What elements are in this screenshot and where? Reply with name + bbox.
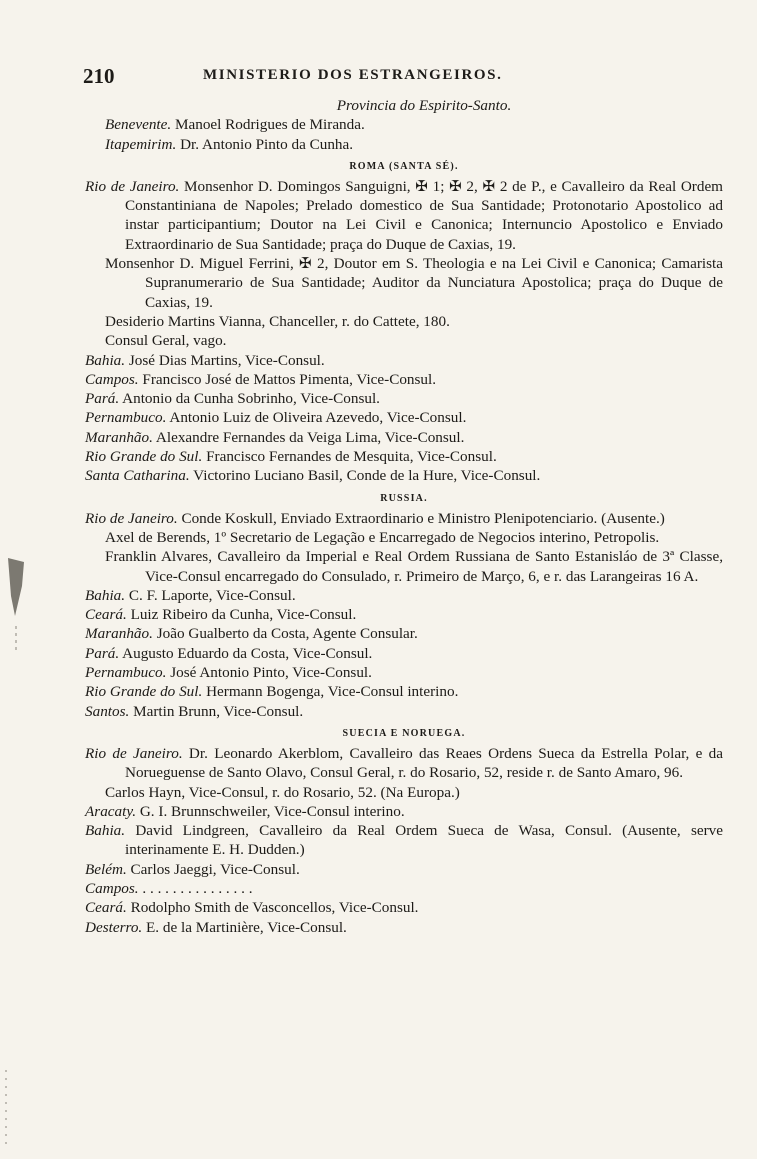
entry-text: Monsenhor D. Domingos Sanguigni, ✠ 1; ✠ 2, ✠ 2 de P., e Cavalleiro da Real Ordem Constantiniana de Napoles; Prelado domestico de Sua Santidade; Protonotario Apostolico ad instar participantium; Doutor na Lei Civil e Canonica; Internuncio Apostolico e Enviado Extraordinario de Sua Santidade; praça do Duque de Caxias, 19. — [125, 177, 723, 253]
place-name: Aracaty. — [85, 802, 137, 820]
entry-text: Manoel Rodrigues de Miranda. — [174, 116, 365, 134]
entry-text: Victorino Luciano Basil, Conde de la Hure, Vice-Consul. — [193, 467, 541, 485]
list-item — [85, 135, 723, 154]
list-item — [85, 605, 723, 624]
place-name: Maranhão. — [85, 428, 153, 446]
section-heading-russia: RUSSIA. — [380, 492, 428, 504]
list-item — [85, 879, 723, 898]
list-item — [85, 682, 723, 701]
place-name: Ceará. — [85, 606, 127, 624]
place-name: Bahia. — [85, 822, 126, 840]
list-item — [85, 177, 723, 254]
entry-text: Augusto Eduardo da Costa, Vice-Consul. — [122, 644, 373, 662]
list-item — [85, 918, 723, 937]
place-name: Bahia. — [85, 586, 126, 604]
place-name: Rio de Janeiro. — [85, 177, 180, 195]
entry-text: Martin Brunn, Vice-Consul. — [133, 702, 304, 720]
list-item — [85, 624, 723, 643]
list-item — [85, 744, 723, 783]
place-name: Pará. — [85, 390, 120, 408]
list-item — [85, 408, 723, 427]
entry-text: E. de la Martinière, Vice-Consul. — [146, 918, 347, 936]
list-item — [85, 860, 723, 879]
list-item — [85, 783, 723, 802]
page-number: 210 — [83, 64, 115, 88]
list-item — [85, 466, 723, 485]
running-title: MINISTERIO DOS ESTRANGEIROS. — [203, 67, 503, 83]
section-heading-suecia: SUECIA E NORUEGA. — [342, 727, 466, 739]
entry-text: Luiz Ribeiro da Cunha, Vice-Consul. — [130, 606, 357, 624]
place-name: Maranhão. — [85, 625, 153, 643]
entry-text: Desiderio Martins Vianna, Chanceller, r. do Cattete, 180. — [105, 312, 450, 330]
place-name: Desterro. — [85, 918, 143, 936]
place-name: Rio Grande do Sul. — [85, 683, 203, 701]
entry-text: Francisco Fernandes de Mesquita, Vice-Consul. — [206, 448, 497, 466]
entry-text: Dr. Leonardo Akerblom, Cavalleiro das Reaes Ordens Sueca da Estrella Polar, e da Norueguense de Santo Olavo, Consul Geral, r. do Rosario, 52, reside r. de Santo Amaro, 96. — [125, 744, 723, 782]
list-item — [85, 547, 723, 586]
list-item — [85, 370, 723, 389]
margin-dots — [2, 1070, 10, 1150]
list-item — [85, 312, 723, 331]
section-heading-roma: ROMA (SANTA SÉ). — [349, 160, 459, 172]
entry-text: Monsenhor D. Miguel Ferrini, ✠ 2, Doutor em S. Theologia e na Lei Civil e Canonica; Camarista Supranumerario de Sua Santidade; Auditor da Nunciatura Apostolica; praça do Duque de Caxias, 19. — [105, 255, 723, 311]
place-name: Belém. — [85, 860, 127, 878]
place-name: Pará. — [85, 644, 120, 662]
entry-text: João Gualberto da Costa, Agente Consular. — [156, 625, 418, 643]
place-name: Campos. — [85, 879, 139, 897]
entry-text: Hermann Bogenga, Vice-Consul interino. — [206, 683, 459, 701]
list-item — [85, 802, 723, 821]
entry-text: Conde Koskull, Enviado Extraordinario e Ministro Plenipotenciario. (Ausente.) — [181, 509, 665, 527]
place-name: Pernambuco. — [85, 664, 167, 682]
list-item — [85, 351, 723, 370]
place-name: Benevente. — [105, 116, 172, 134]
entry-text: Franklin Alvares, Cavalleiro da Imperial e Real Ordem Russiana de Santo Estanisláo de 3ª Classe, Vice-Consul encarregado do Consulado, r. Primeiro de Março, 6, e r. das Larangeiras 16 A. — [105, 548, 723, 585]
place-name: Campos. — [85, 370, 139, 388]
entry-text: Francisco José de Mattos Pimenta, Vice-Consul. — [142, 370, 437, 388]
entry-text: José Antonio Pinto, Vice-Consul. — [170, 664, 372, 682]
entry-text: . . . . . . . . . . . . . . . — [142, 879, 253, 897]
list-item — [85, 586, 723, 605]
list-item — [85, 428, 723, 447]
place-name: Ceará. — [85, 899, 127, 917]
page-content — [85, 96, 723, 937]
entry-text: Carlos Hayn, Vice-Consul, r. do Rosario, 52. (Na Europa.) — [105, 783, 460, 801]
entry-text: Carlos Jaeggi, Vice-Consul. — [130, 860, 300, 878]
place-name: Santos. — [85, 702, 130, 720]
entry-text: Antonio Luiz de Oliveira Azevedo, Vice-Consul. — [169, 409, 467, 427]
entry-text: Axel de Berends, 1º Secretario de Legação e Encarregado de Negocios interino, Petropolis. — [105, 528, 660, 546]
entry-text: C. F. Laporte, Vice-Consul. — [128, 586, 296, 604]
entry-text: Rodolpho Smith de Vasconcellos, Vice-Consul. — [130, 899, 419, 917]
entry-text: Antonio da Cunha Sobrinho, Vice-Consul. — [122, 390, 380, 408]
place-name: Bahia. — [85, 351, 126, 369]
list-item — [85, 447, 723, 466]
place-name: Itapemirim. — [105, 135, 177, 153]
entry-text: Dr. Antonio Pinto da Cunha. — [180, 135, 354, 153]
list-item — [85, 254, 723, 312]
list-item — [85, 898, 723, 917]
entry-text: David Lindgreen, Cavalleiro da Real Ordem Sueca de Wasa, Consul. (Ausente, serve interinamente E. H. Dudden.) — [125, 822, 724, 859]
list-item — [85, 389, 723, 408]
list-item — [85, 115, 723, 134]
place-name: Rio de Janeiro. — [85, 509, 178, 527]
entry-text: Consul Geral, vago. — [105, 332, 227, 350]
province-heading: Provincia do Espirito-Santo. — [336, 97, 512, 114]
list-item — [85, 331, 723, 350]
list-item — [85, 663, 723, 682]
list-item — [85, 644, 723, 663]
list-item — [85, 528, 723, 547]
place-name: Pernambuco. — [85, 409, 167, 427]
place-name: Santa Catharina. — [85, 467, 190, 485]
entry-text: José Dias Martins, Vice-Consul. — [128, 351, 325, 369]
place-name: Rio de Janeiro. — [85, 744, 183, 762]
entry-text: G. I. Brunnschweiler, Vice-Consul interino. — [139, 802, 405, 820]
entry-text: Alexandre Fernandes da Veiga Lima, Vice-Consul. — [155, 428, 465, 446]
page-header — [83, 64, 723, 88]
binding-mark — [6, 556, 26, 656]
list-item — [85, 821, 723, 860]
list-item — [85, 509, 723, 528]
place-name: Rio Grande do Sul. — [85, 448, 203, 466]
list-item — [85, 702, 723, 721]
